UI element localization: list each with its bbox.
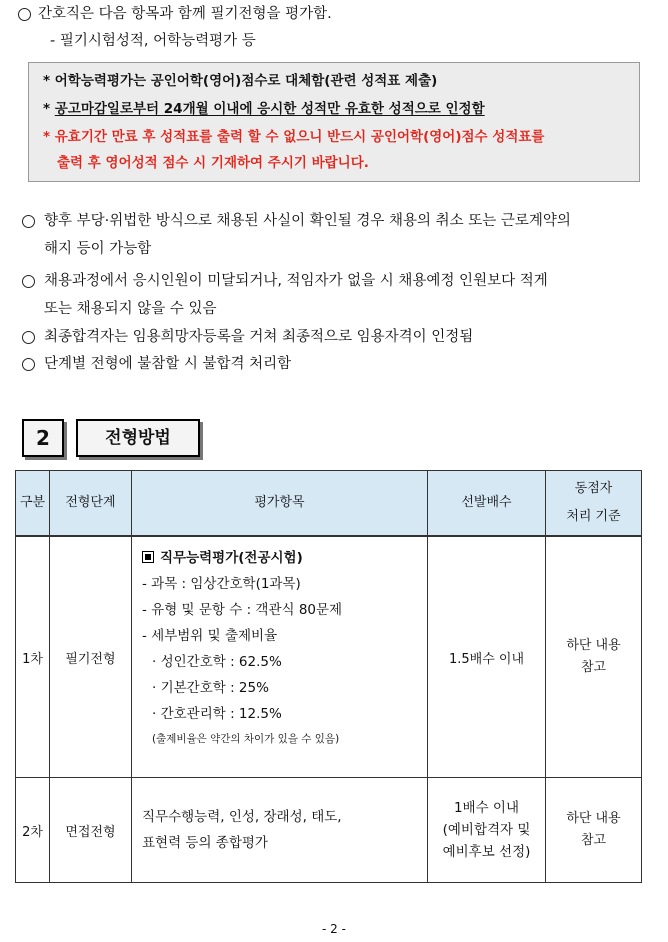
header-division: 구분	[16, 471, 50, 537]
cell-evaluation	[132, 536, 428, 778]
bullet-circle-icon	[18, 8, 31, 21]
cell-tie-rule	[546, 536, 642, 778]
header-evaluation: 평가항목	[132, 471, 428, 537]
ratio-line1: 1배수 이내	[453, 800, 520, 816]
table-row	[16, 778, 642, 883]
tie-rule-line1: 하단 내용	[566, 811, 621, 826]
eval-heading	[142, 545, 427, 571]
bullet-circle-icon	[22, 215, 35, 228]
square-bullet-icon	[142, 551, 154, 563]
bullet-circle-icon	[22, 275, 35, 288]
bullet-text: 단계별 전형에 불참할 시 불합격 처리함	[44, 356, 292, 372]
note-warning-line1: * 유효기간 만료 후 성적표를 출력 할 수 없으니 반드시 공인어학(영어)점수 성적표를	[43, 129, 545, 145]
ratio-line3: 예비후보 선정)	[442, 844, 531, 860]
bullet-text: 채용과정에서 응시인원이 미달되거나, 적임자가 없을 시 채용예정 인원보다 적게	[44, 273, 548, 289]
section-title: 전형방법	[76, 419, 200, 457]
header-stage: 전형단계	[50, 471, 132, 537]
eval-line1: 직무수행능력, 인성, 장래성, 태도,	[142, 809, 342, 825]
header-tie-rule-line1: 동점자	[574, 481, 613, 496]
table-header-row	[16, 471, 642, 537]
notice-box	[28, 62, 640, 182]
tie-rule-line1: 하단 내용	[566, 638, 621, 653]
bullet-text-cont: 또는 채용되지 않을 수 있음	[44, 301, 217, 317]
eval-item: - 세부범위 및 출제비율	[142, 628, 278, 644]
cell-stage: 면접전형	[50, 778, 132, 883]
bullet-circle-icon	[22, 331, 35, 344]
page-number: - 2 -	[322, 922, 346, 936]
table-row	[16, 536, 642, 778]
note-validity	[43, 99, 485, 119]
eval-item: - 유형 및 문항 수 : 객관식 80문제	[142, 602, 343, 618]
eval-note: (출제비율은 약간의 차이가 있을 수 있음)	[152, 733, 340, 745]
eval-subitem: · 간호관리학 : 12.5%	[152, 706, 282, 722]
note-language: * 어학능력평가는 공인어학(영어)점수로 대체함(관련 성적표 제출)	[43, 73, 438, 89]
cell-stage: 필기전형	[50, 536, 132, 778]
header-tie-rule-line2: 처리 기준	[566, 509, 621, 524]
eval-item: - 과목 : 임상간호학(1과목)	[142, 576, 301, 592]
bullet-text: 향후 부당·위법한 방식으로 채용된 사실이 확인될 경우 채용의 취소 또는 근로계약의	[44, 213, 571, 229]
eval-subitem: · 기본간호학 : 25%	[152, 680, 269, 696]
note-validity-text: 공고마감일로부터 24개월 이내에 응시한 성적만 유효한 성적으로 인정함	[54, 101, 485, 117]
cell-evaluation	[132, 778, 428, 883]
header-tie-rule	[546, 471, 642, 537]
cell-division: 2차	[16, 778, 50, 883]
cell-ratio: 1.5배수 이내	[428, 536, 546, 778]
eval-line2: 표현력 등의 종합평가	[142, 835, 268, 851]
header-ratio: 선발배수	[428, 471, 546, 537]
section-number: 2	[22, 419, 64, 457]
note-star: *	[43, 101, 55, 117]
note-warning-line2: 출력 후 영어성적 점수 시 기재하여 주시기 바랍니다.	[57, 155, 369, 171]
cell-ratio	[428, 778, 546, 883]
bullet-circle-icon	[22, 358, 35, 371]
bullet-text: 간호직은 다음 항목과 함께 필기전형을 평가함.	[38, 6, 332, 22]
eval-heading-text: 직무능력평가(전공시험)	[160, 550, 303, 566]
tie-rule-line2: 참고	[580, 660, 607, 675]
eval-subitem: · 성인간호학 : 62.5%	[152, 654, 282, 670]
bullet-text-cont: 해지 등이 가능함	[44, 241, 152, 257]
cell-tie-rule	[546, 778, 642, 883]
bullet-text: 최종합격자는 임용희망자등록을 거쳐 최종적으로 임용자격이 인정됨	[44, 329, 474, 345]
sub-item-text: - 필기시험성적, 어학능력평가 등	[50, 33, 256, 49]
ratio-line2: (예비합격자 및	[442, 822, 531, 838]
tie-rule-line2: 참고	[580, 833, 607, 848]
cell-division: 1차	[16, 536, 50, 778]
selection-method-table	[15, 470, 642, 883]
